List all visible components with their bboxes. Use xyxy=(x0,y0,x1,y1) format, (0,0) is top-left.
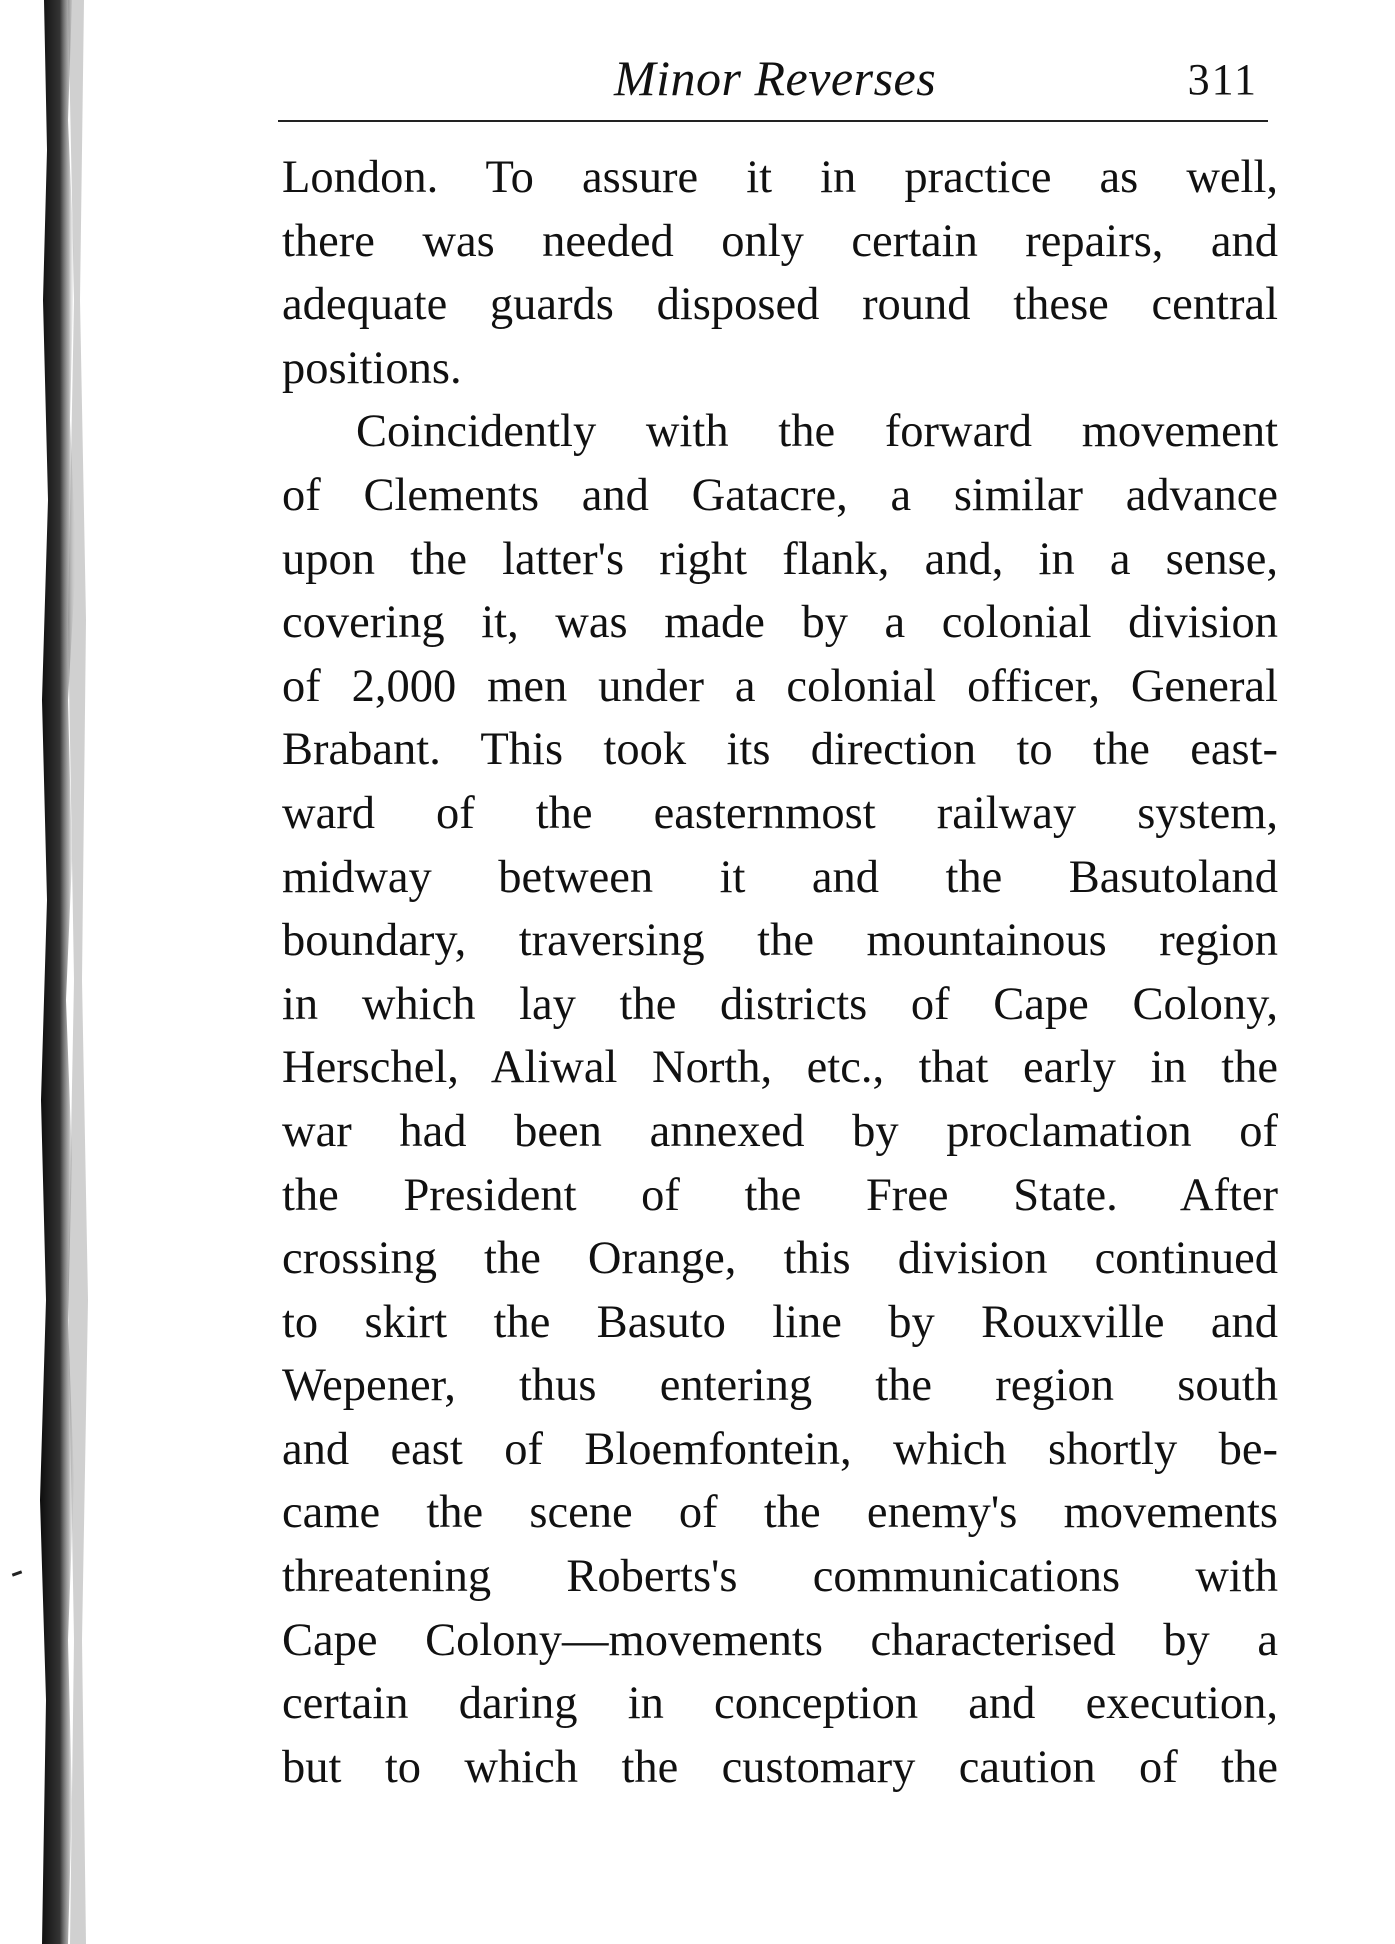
text-line: midway between it and the Basutoland xyxy=(282,851,1278,903)
text-line: Herschel, Aliwal North, etc., that early in the xyxy=(282,1042,1278,1094)
text-line: Brabant. This took its direction to the east- xyxy=(282,724,1278,776)
text-line: adequate guards disposed round these central xyxy=(282,279,1278,331)
text-line: the President of the Free State. After xyxy=(282,1169,1278,1221)
text-line: of 2,000 men under a colonial officer, General xyxy=(282,660,1278,712)
text-line: upon the latter's right flank, and, in a sense, xyxy=(282,533,1278,585)
text-line: boundary, traversing the mountainous region xyxy=(282,915,1278,967)
text-line: came the scene of the enemy's movements xyxy=(282,1487,1278,1539)
stray-ink-mark xyxy=(12,1570,22,1576)
text-line: crossing the Orange, this division continued xyxy=(282,1233,1278,1285)
text-line: to skirt the Basuto line by Rouxville and xyxy=(282,1296,1278,1348)
text-line: Cape Colony—movements characterised by a xyxy=(282,1614,1278,1666)
text-line: in which lay the districts of Cape Colony, xyxy=(282,978,1278,1030)
page-number: 311 xyxy=(1187,55,1258,104)
spine-shadow-graphic xyxy=(38,0,98,1944)
header-rule xyxy=(278,120,1268,122)
running-title: Minor Reverses xyxy=(614,50,937,106)
running-head xyxy=(278,48,1268,108)
text-line: London. To assure it in practice as well, xyxy=(282,152,1278,203)
text-line: ward of the easternmost railway system, xyxy=(282,787,1278,839)
text-line: covering it, was made by a colonial division xyxy=(282,597,1278,649)
body-text xyxy=(282,146,1278,1799)
text-line: war had been annexed by proclamation of xyxy=(282,1105,1278,1157)
text-line: there was needed only certain repairs, and xyxy=(282,215,1278,267)
text-line: but to which the customary caution of the xyxy=(282,1741,1278,1793)
text-line: threatening Roberts's communications with xyxy=(282,1551,1278,1603)
text-line: of Clements and Gatacre, a similar advance xyxy=(282,469,1278,521)
text-line: Wepener, thus entering the region south xyxy=(282,1360,1278,1412)
text-line: and east of Bloemfontein, which shortly be- xyxy=(282,1423,1278,1475)
text-line: certain daring in conception and execution, xyxy=(282,1678,1278,1730)
paragraph-first-line: Coincidently with the forward movement xyxy=(356,406,1278,458)
book-spine-shadow xyxy=(38,0,98,1944)
text-line: positions. xyxy=(282,342,462,394)
